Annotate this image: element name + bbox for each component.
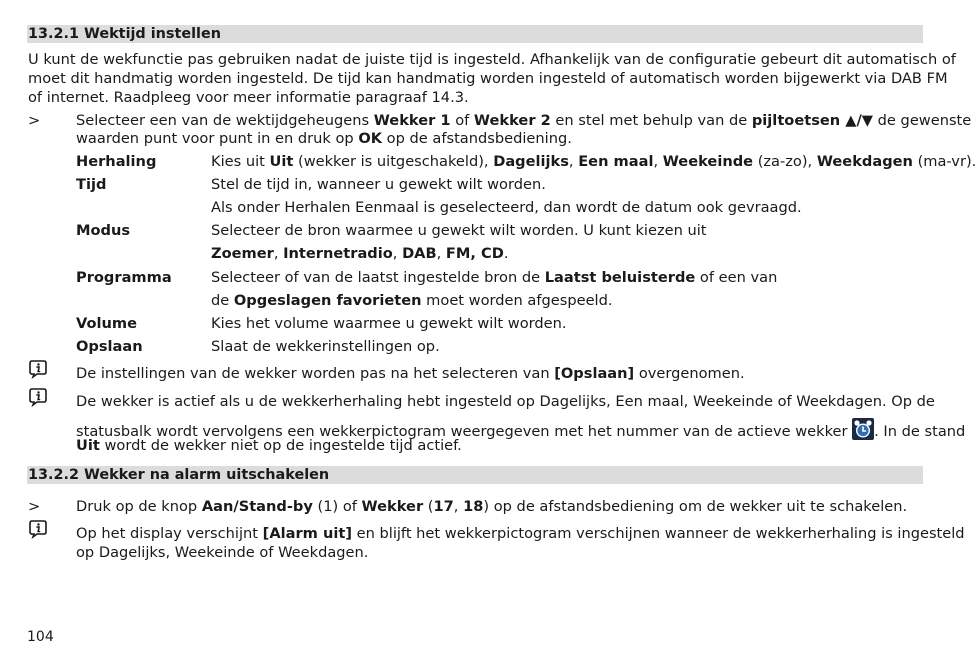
info-note-icon <box>28 359 48 379</box>
section-heading-wekker-uitschakelen: 13.2.2 Wekker na alarm uitschakelen <box>27 466 923 484</box>
note-alarm-off-line-2: op Dagelijks, Weekeinde of Weekdagen. <box>76 544 369 561</box>
setting-label-modus: Modus <box>76 222 131 239</box>
step-bullet: > <box>28 112 41 129</box>
intro-line-2: moet dit handmatig worden ingesteld. De tijd kan handmatig worden ingesteld of automatisch worden bijgewerkt via DAB FM <box>28 70 948 87</box>
section-heading-wektijd: 13.2.1 Wektijd instellen <box>27 25 923 43</box>
setting-desc-modus-2: Zoemer, Internetradio, DAB, FM, CD. <box>211 245 509 262</box>
step-alarm-off: Druk op de knop Aan/Stand-by (1) of Wekker (17, 18) op de afstandsbediening om de wekker uit te schakelen. <box>76 498 908 515</box>
setting-desc-volume: Kies het volume waarmee u gewekt wilt worden. <box>211 315 567 332</box>
note-opslaan: De instellingen van de wekker worden pas na het selecteren van [Opslaan] overgenomen. <box>76 365 745 382</box>
setting-desc-tijd-1: Stel de tijd in, wanneer u gewekt wilt worden. <box>211 176 546 193</box>
note-active-line-2: statusbalk wordt vervolgens een wekkerpictogram weergegeven met het nummer van de actieve wekker . In de stand <box>76 418 965 441</box>
setting-label-opslaan: Opslaan <box>76 338 143 355</box>
page-number: 104 <box>27 629 54 645</box>
setting-desc-programma-1: Selecteer of van de laatst ingestelde bron de Laatst beluisterde of een van <box>211 269 778 286</box>
setting-desc-opslaan: Slaat de wekkerinstellingen op. <box>211 338 440 355</box>
setting-label-programma: Programma <box>76 269 172 286</box>
setting-desc-herhaling: Kies uit Uit (wekker is uitgeschakeld), Dagelijks, Een maal, Weekeinde (za-zo), Weekdagen (ma-vr). <box>211 153 976 170</box>
setting-label-herhaling: Herhaling <box>76 153 157 170</box>
intro-line-1: U kunt de wekfunctie pas gebruiken nadat de juiste tijd is ingesteld. Afhankelijk van de configuratie gebeurt dit automatisch of <box>28 51 956 68</box>
step-bullet: > <box>28 498 41 515</box>
note-alarm-off-line-1: Op het display verschijnt [Alarm uit] en blijft het wekkerpictogram verschijnen wanneer de wekkerherhaling is ingesteld <box>76 525 965 542</box>
setting-desc-tijd-2: Als onder Herhalen Eenmaal is geselecteerd, dan wordt de datum ook gevraagd. <box>211 199 802 216</box>
intro-line-3: of internet. Raadpleeg voor meer informatie paragraaf 14.3. <box>28 89 469 106</box>
info-note-icon <box>28 519 48 539</box>
step-line-2: waarden punt voor punt in en druk op OK op de afstandsbediening. <box>76 130 572 147</box>
step-line-1: Selecteer een van de wektijdgeheugens Wekker 1 of Wekker 2 en stel met behulp van de pijltoetsen ▲/▼ de gewenste <box>76 112 972 129</box>
setting-label-volume: Volume <box>76 315 138 332</box>
note-active-line-3: Uit wordt de wekker niet op de ingestelde tijd actief. <box>76 437 462 454</box>
alarm-clock-icon <box>852 418 874 440</box>
setting-label-tijd: Tijd <box>76 176 107 193</box>
setting-desc-modus-1: Selecteer de bron waarmee u gewekt wilt worden. U kunt kiezen uit <box>211 222 707 239</box>
setting-desc-programma-2: de Opgeslagen favorieten moet worden afgespeeld. <box>211 292 613 309</box>
info-note-icon <box>28 387 48 407</box>
note-active-line-1: De wekker is actief als u de wekkerherhaling hebt ingesteld op Dagelijks, Een maal, Weekeinde of Weekdagen. Op de <box>76 393 935 410</box>
